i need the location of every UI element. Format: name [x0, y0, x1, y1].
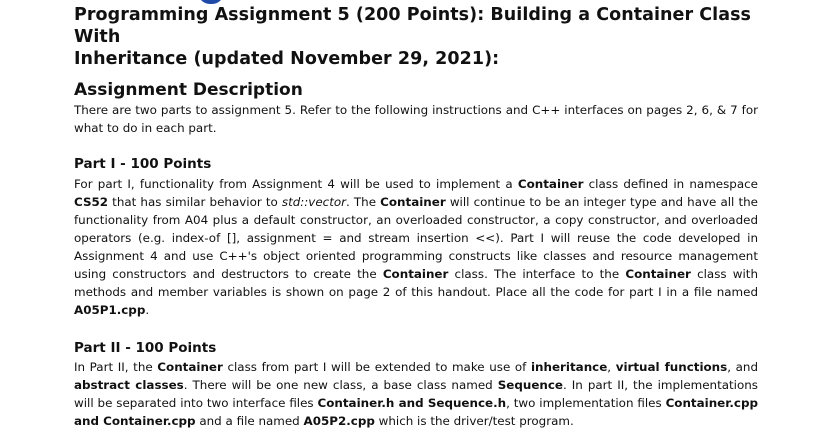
part2-paragraph: [74, 358, 758, 430]
part1-text: class. The interface to the: [448, 267, 626, 281]
part1-bold-term: Container: [382, 267, 449, 281]
part2-bold-term: Container: [157, 360, 223, 374]
part1-text: will continue to be an integer type and have all the functionality from A04 plus a default constructor, an overloaded constructor, a copy constructor, and overloaded operators (e.g. index-of [], assignment = and stream insertion <<). Part I will reuse the code developed in Assignment 4 and use C++'s object oriented programming constructs like classes and resource management using constructors and destructors to create the: [74, 195, 758, 281]
part2-text: In Part II, the: [74, 360, 158, 374]
part2-text: class from part I will be extended to make use of: [222, 360, 531, 374]
part1-text: class with methods and member variables is shown on page 2 of this handout. Place all the code for part I in a file named: [74, 267, 758, 299]
part2-heading: Part II - 100 Points: [74, 340, 217, 356]
part1-bold-term: Container: [625, 267, 691, 281]
part2-bold-term: Container.cpp and Container.cpp: [74, 396, 758, 428]
assignment-description-heading: Assignment Description: [74, 80, 303, 100]
part1-bold-term: CS52: [74, 195, 109, 209]
part2-filename: A05P2.cpp: [303, 414, 375, 428]
part2-bold-term: inheritance: [530, 360, 608, 374]
part2-text: and a file named: [195, 414, 304, 428]
part1-filename: A05P1.cpp: [74, 303, 146, 317]
part1-text: that has similar behavior to: [108, 195, 282, 209]
page-title: [74, 4, 774, 70]
part1-italic-term: std::vector: [281, 195, 347, 209]
part1-text: For part I, functionality from Assignment 4 will be used to implement a: [74, 177, 518, 191]
part1-bold-term: Container: [380, 195, 446, 209]
part2-text: ,: [607, 360, 616, 374]
part2-text: , two implementation files: [506, 396, 666, 410]
part2-text: , and: [727, 360, 759, 374]
part1-bold-term: Container: [517, 177, 584, 191]
part2-text: . There will be one new class, a base class named: [183, 378, 498, 392]
part2-text: which is the driver/test program.: [374, 414, 574, 428]
part2-bold-term: Sequence: [497, 378, 563, 392]
part1-text: . The: [346, 195, 381, 209]
title-line-1: Programming Assignment 5 (200 Points): Building a Container Class With: [74, 5, 752, 47]
part2-bold-term: abstract classes: [74, 378, 184, 392]
part1-paragraph: [74, 175, 758, 319]
part1-text: .: [145, 303, 150, 317]
part2-text: . In part II, the implementations will be separated into two interface files: [74, 378, 758, 410]
title-line-2: Inheritance (updated November 29, 2021):: [74, 49, 500, 69]
part1-heading: Part I - 100 Points: [74, 156, 212, 172]
part2-bold-term: virtual functions: [615, 360, 728, 374]
assignment-description-text: There are two parts to assignment 5. Refer to the following instructions and C++ interfaces on pages 2, 6, & 7 for what to do in each part.: [74, 103, 758, 135]
part2-bold-term: Container.h and Sequence.h: [317, 396, 507, 410]
part1-text: class defined in namespace: [583, 177, 758, 191]
